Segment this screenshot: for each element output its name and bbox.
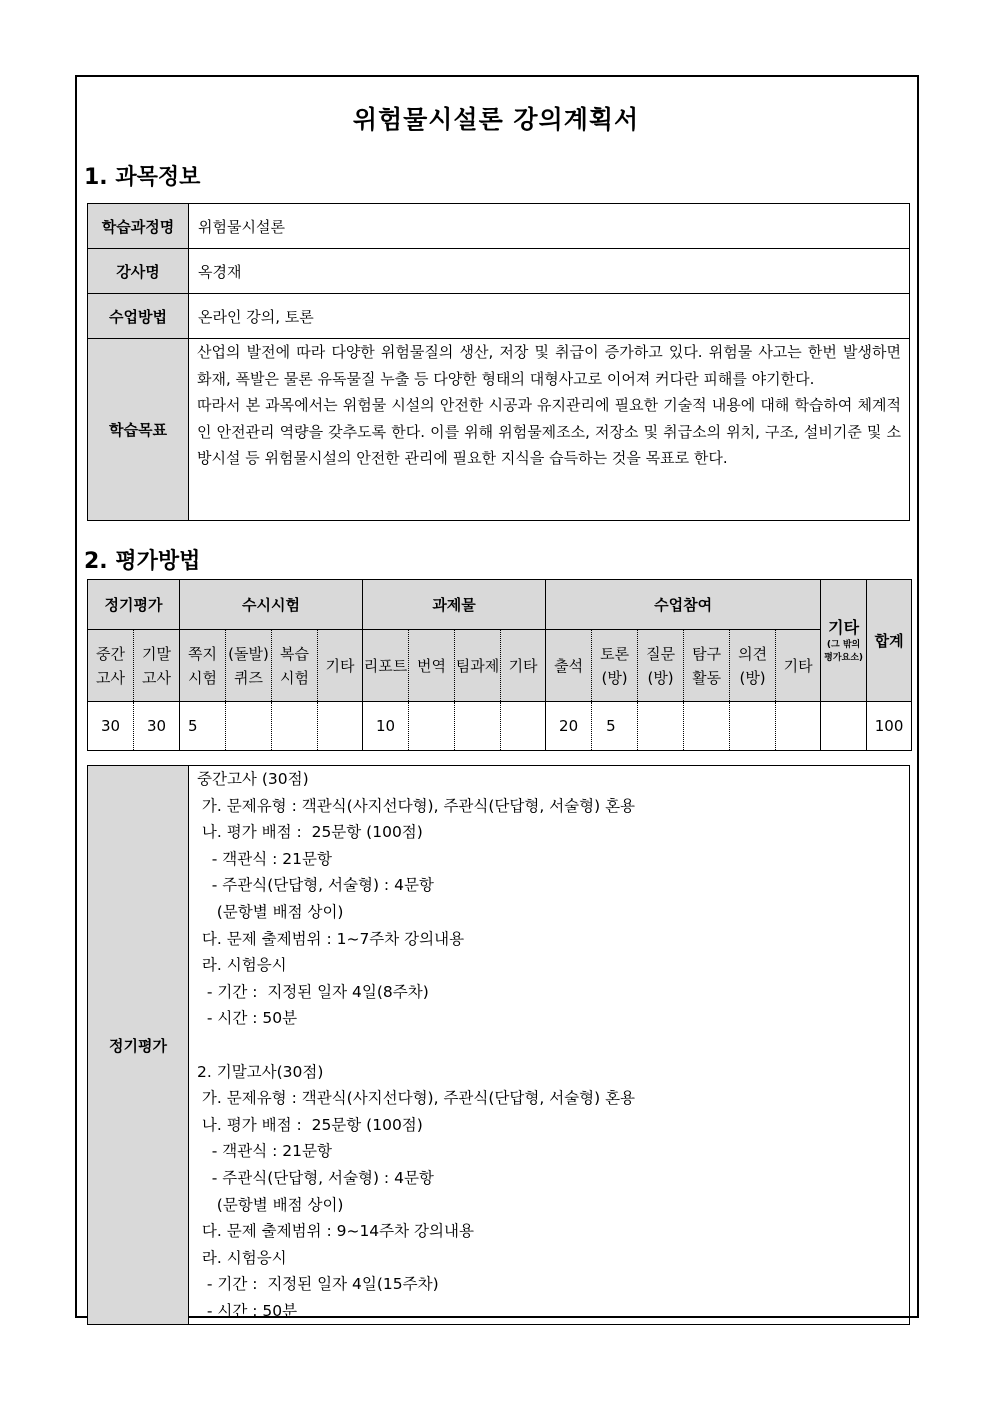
detail-line: - 기간 : 지정된 일자 4일(8주차) — [197, 982, 429, 1001]
detail-line: 가. 문제유형 : 객관식(사지선다형), 주관식(단답형, 서술형) 혼용 — [197, 796, 636, 815]
goal-paragraph-1: 산업의 발전에 따라 다양한 위험물질의 생산, 저장 및 취급이 증가하고 있다. 위험물 사고는 한번 발생하면 화재, 폭발은 물론 유독물질 누출 등 다양한 형태의 대형사고로 이어져 커다란 피해를 야기한다. — [197, 343, 901, 388]
value-discussion: 5 — [592, 702, 638, 751]
col-inquiry: 탐구 활동 — [684, 630, 730, 702]
value-midterm: 30 — [88, 702, 134, 751]
value-translation — [409, 702, 455, 751]
detail-line: - 객관식 : 21문항 — [197, 1142, 332, 1161]
detail-line: 2. 기말고사(30점) — [197, 1062, 324, 1081]
detail-line: - 주관식(단답형, 서술형) : 4문항 — [197, 876, 434, 895]
course-info-table — [87, 203, 910, 521]
goal-paragraph-2: 따라서 본 과목에서는 위험물 시설의 안전한 시공과 유지관리에 필요한 기술적 내용에 대해 학습하여 체계적인 안전관리 역량을 갖추도록 한다. 이를 위해 위험물제조소, 저장소 및 취급소의 위치, 구조, 설비기준 및 소방시설 등 위험물시설의 안전한 관리에 필요한 지식을 습득하는 것을 목표로 한다. — [197, 396, 901, 467]
value-opinion — [730, 702, 776, 751]
value-team — [455, 702, 501, 751]
col-midterm: 중간 고사 — [88, 630, 134, 702]
instructor-label: 강사명 — [88, 249, 189, 294]
detail-line: 라. 시험응시 — [197, 956, 287, 975]
method-label: 수업방법 — [88, 294, 189, 339]
col-team: 팀과제 — [455, 630, 501, 702]
group-total: 합계 — [867, 580, 912, 702]
detail-line — [197, 1032, 909, 1059]
goal-text — [189, 339, 910, 521]
detail-line: 나. 평가 배점 : 25문항 (100점) — [197, 1115, 423, 1134]
col-part-other: 기타 — [776, 630, 821, 702]
group-participation: 수업참여 — [546, 580, 821, 630]
table-row — [88, 249, 910, 294]
detail-line: - 시간 : 50분 — [197, 1009, 298, 1028]
value-final: 30 — [134, 702, 180, 751]
col-sudden-quiz: (돌발) 퀴즈 — [226, 630, 272, 702]
col-report: 리포트 — [363, 630, 409, 702]
detail-line: - 기간 : 지정된 일자 4일(15주차) — [197, 1275, 439, 1294]
value-attendance: 20 — [546, 702, 592, 751]
table-row — [88, 204, 910, 249]
detail-line: 중간고사 (30점) — [197, 770, 309, 788]
group-other-label: 기타 — [828, 617, 860, 637]
detail-line: 라. 시험응시 — [197, 1248, 287, 1267]
group-regular: 정기평가 — [88, 580, 180, 630]
col-question: 질문 (방) — [638, 630, 684, 702]
document-title: 위험물시설론 강의계획서 — [352, 105, 640, 134]
instructor-value: 옥경재 — [189, 249, 910, 294]
course-name-value: 위험물시설론 — [189, 204, 910, 249]
detail-line: 다. 문제 출제범위 : 9~14주차 강의내용 — [197, 1222, 474, 1241]
detail-line: - 객관식 : 21문항 — [197, 849, 332, 868]
goal-label: 학습목표 — [88, 339, 189, 521]
value-inquiry — [684, 702, 730, 751]
col-quiz-other: 기타 — [318, 630, 363, 702]
col-discussion: 토론 (방) — [592, 630, 638, 702]
value-assign-other — [501, 702, 546, 751]
detail-line: 나. 평가 배점 : 25문항 (100점) — [197, 823, 423, 842]
col-translation: 번역 — [409, 630, 455, 702]
table-row — [88, 630, 912, 702]
group-assignment: 과제물 — [363, 580, 546, 630]
detail-line: - 시간 : 50분 — [197, 1301, 298, 1320]
value-question — [638, 702, 684, 751]
col-opinion: 의견 (방) — [730, 630, 776, 702]
detail-text — [189, 766, 910, 1325]
detail-line: (문항별 배점 상이) — [197, 902, 344, 921]
col-attendance: 출석 — [546, 630, 592, 702]
detail-line: (문항별 배점 상이) — [197, 1195, 344, 1214]
course-name-label: 학습과정명 — [88, 204, 189, 249]
group-other — [821, 580, 867, 702]
detail-line: 다. 문제 출제범위 : 1~7주차 강의내용 — [197, 929, 465, 948]
value-quiz-other — [318, 702, 363, 751]
col-review-test: 복습 시험 — [272, 630, 318, 702]
regular-evaluation-detail-table — [87, 765, 910, 1325]
section-heading-evaluation: 2. 평가방법 — [84, 549, 201, 574]
value-other — [821, 702, 867, 751]
col-pop-quiz: 쪽지 시험 — [180, 630, 226, 702]
table-row — [88, 766, 910, 1325]
col-final: 기말 고사 — [134, 630, 180, 702]
detail-line: - 주관식(단답형, 서술형) : 4문항 — [197, 1168, 434, 1187]
table-row — [88, 702, 912, 751]
value-review-test — [272, 702, 318, 751]
method-value: 온라인 강의, 토론 — [189, 294, 910, 339]
value-pop-quiz: 5 — [180, 702, 226, 751]
table-row — [88, 294, 910, 339]
table-row — [88, 580, 912, 630]
group-other-note: (그 밖의 평가요소) — [824, 639, 864, 663]
detail-line: 가. 문제유형 : 객관식(사지선다형), 주관식(단답형, 서술형) 혼용 — [197, 1089, 636, 1108]
value-total: 100 — [867, 702, 912, 751]
evaluation-table — [87, 579, 912, 751]
value-sudden-quiz — [226, 702, 272, 751]
detail-label: 정기평가 — [88, 766, 189, 1325]
col-assign-other: 기타 — [501, 630, 546, 702]
value-report: 10 — [363, 702, 409, 751]
value-part-other — [776, 702, 821, 751]
section-heading-course-info: 1. 과목정보 — [84, 165, 201, 190]
table-row — [88, 339, 910, 521]
group-quiz: 수시시험 — [180, 580, 363, 630]
